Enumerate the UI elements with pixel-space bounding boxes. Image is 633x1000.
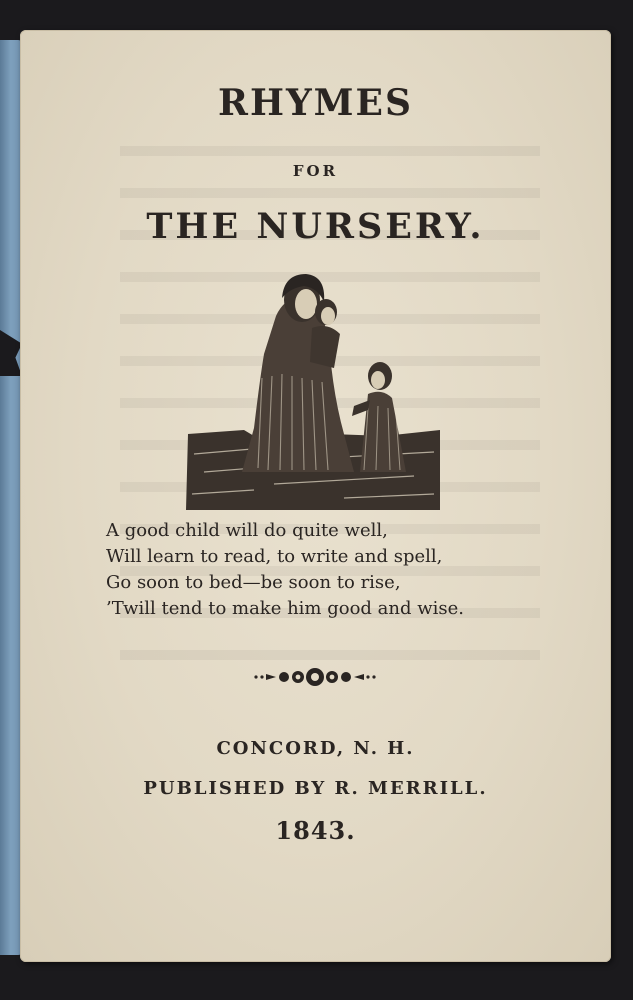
imprint-publisher: PUBLISHED BY R. MERRILL.: [143, 778, 488, 799]
title-for: FOR: [292, 162, 339, 180]
verse-line: Go soon to bed—be soon to rise,: [106, 572, 401, 593]
title-the-nursery: THE NURSERY.: [146, 206, 485, 247]
title-page: [20, 30, 611, 962]
title-rhymes: RHYMES: [218, 82, 413, 124]
verse-line: Will learn to read, to write and spell,: [106, 546, 443, 567]
woodcut-mother-and-children-icon: [184, 258, 442, 516]
printers-ornament-icon: [252, 664, 378, 690]
verse-line: ’Twill tend to make him good and wise.: [106, 598, 465, 619]
verse-line: A good child will do quite well,: [106, 520, 388, 541]
imprint-place: CONCORD, N. H.: [216, 738, 415, 759]
torn-notch: [0, 330, 22, 376]
imprint-year: 1843.: [275, 816, 356, 845]
verse: [106, 518, 546, 622]
